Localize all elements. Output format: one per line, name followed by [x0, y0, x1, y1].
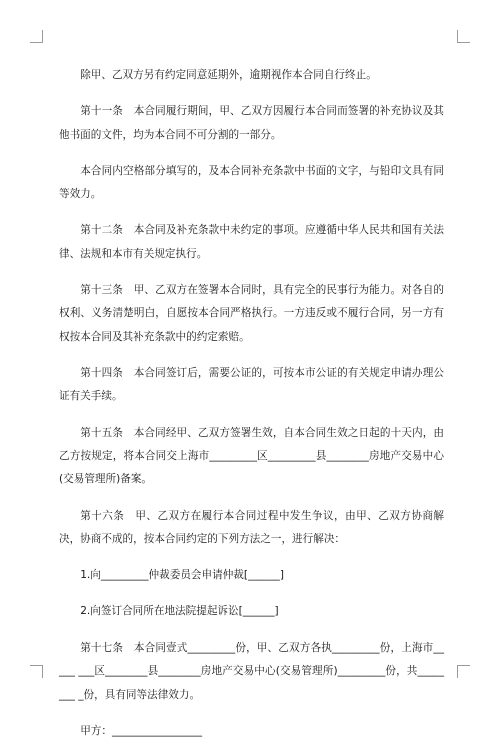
paragraph-article-16: 第十六条 甲、乙双方在履行本合同过程中发生争议，由甲、乙双方协商解决，协商不成的，按本合同约定的下列方法之一，进行解决：: [59, 509, 444, 546]
paragraph-article-11: 第十一条 本合同履行期间，甲、乙双方因履行本合同而签署的补充协议及其他书面的文件，均为本合同不可分割的一部分。: [59, 105, 444, 141]
paragraph-option-litigation: 2.向签订合同所在地法院提起诉讼[______]: [80, 605, 279, 618]
paragraph-article-12: 第十二条 本合同及补充条款中未约定的事项。应遵循中华人民共和国有关法律、法规和本市有关规定执行。: [59, 224, 444, 260]
paragraph-party-a-signature: 甲方：_________________: [80, 724, 203, 737]
paragraph-option-arbitration: 1.向_________仲裁委员会申请仲裁[______]: [80, 569, 284, 582]
paragraph-article-14: 第十四条 本合同签订后，需要公证的，可按本市公证的有关规定申请办理公证有关手续。: [59, 367, 444, 403]
paragraph-article-17: 第十七条 本合同壹式_________份，甲、乙双方各执_________份，上海市_____ ___区________县________房地产交易中心(交易管理所)_________份，共________ _份，具有同等法律效力。: [59, 641, 444, 701]
crop-mark-bottom-left: [30, 665, 43, 678]
paragraph-article-15: 第十五条 本合同经甲、乙双方签署生效，自本合同生效之日起的十天内，由乙方按规定，将本合同交上海市_________区_________县________房地产交易中心(交易管理所)备案。: [59, 426, 444, 486]
crop-mark-top-right: [457, 30, 470, 43]
document-body: [59, 64, 444, 743]
paragraph-blank-filling: 本合同内空格部分填写的，及本合同补充条款中书面的文字，与铅印文具有同等效力。: [59, 164, 444, 201]
paragraph-article-13: 第十三条 甲、乙双方在签署本合同时，具有完全的民事行为能力。对各自的权利、义务清楚明白，自愿按本合同严格执行。一方违反或不履行合同，另一方有权按本合同及其补充条款中的约定索赔。: [59, 284, 444, 343]
crop-mark-bottom-right: [457, 665, 470, 678]
crop-mark-top-left: [30, 30, 43, 43]
paragraph-deadline-clause: 除甲、乙双方另有约定同意延期外，逾期视作本合同自行终止。: [80, 69, 377, 81]
